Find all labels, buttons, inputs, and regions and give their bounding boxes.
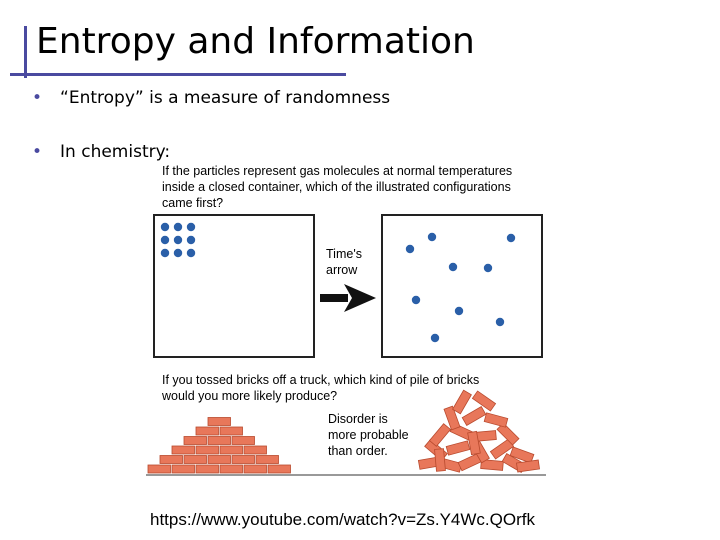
molecule bbox=[187, 249, 195, 257]
brick bbox=[220, 427, 243, 435]
disordered-molecules bbox=[406, 233, 515, 342]
entropy-illustration bbox=[140, 160, 560, 500]
brick bbox=[244, 446, 267, 454]
molecule bbox=[187, 223, 195, 231]
brick bbox=[196, 446, 219, 454]
disordered-container bbox=[382, 215, 542, 357]
bullet-entropy-definition bbox=[32, 88, 390, 108]
molecule bbox=[174, 236, 182, 244]
molecule bbox=[174, 223, 182, 231]
slide-title: Entropy and Information bbox=[36, 21, 475, 62]
brick bbox=[196, 465, 219, 473]
molecule bbox=[507, 234, 515, 242]
brick bbox=[220, 465, 243, 473]
brick bbox=[462, 407, 486, 426]
brick bbox=[196, 427, 219, 435]
brick bbox=[232, 456, 255, 464]
bullet-marker: • bbox=[32, 142, 43, 162]
brick bbox=[244, 465, 267, 473]
brick bbox=[172, 465, 195, 473]
brick bbox=[148, 465, 171, 473]
brick bbox=[453, 390, 472, 414]
molecule bbox=[412, 296, 420, 304]
bullet-text: “Entropy” is a measure of randomness bbox=[60, 88, 391, 108]
title-accent-horizontal-bar bbox=[10, 73, 346, 76]
molecule bbox=[406, 245, 414, 253]
molecule bbox=[187, 236, 195, 244]
brick bbox=[184, 437, 207, 445]
times-arrow-label: Time's arrow bbox=[326, 247, 362, 277]
question2-text: If you tossed bricks off a truck, which kind of pile of bricks would you more likely produce? bbox=[162, 373, 480, 403]
brick bbox=[172, 446, 195, 454]
molecule bbox=[428, 233, 436, 241]
molecule bbox=[431, 334, 439, 342]
molecule bbox=[449, 263, 457, 271]
ordered-molecules bbox=[161, 223, 195, 257]
brick bbox=[220, 446, 243, 454]
ordered-brick-pile bbox=[148, 418, 291, 474]
video-source-link[interactable]: https://www.youtube.com/watch?v=Zs.Y4Wc.QOrfk bbox=[150, 510, 535, 529]
bullet-text: In chemistry: bbox=[60, 142, 171, 162]
brick bbox=[256, 456, 279, 464]
brick bbox=[160, 456, 183, 464]
question1-text: If the particles represent gas molecules at normal temperatures inside a closed container, which of the illustrated configurations came first? bbox=[162, 164, 513, 210]
molecule bbox=[161, 236, 169, 244]
title-accent-vertical-bar bbox=[24, 26, 27, 78]
brick bbox=[208, 437, 231, 445]
brick bbox=[208, 456, 231, 464]
times-arrow-icon bbox=[320, 284, 376, 312]
brick bbox=[435, 449, 446, 472]
molecule bbox=[161, 249, 169, 257]
molecule bbox=[484, 264, 492, 272]
bullet-marker: • bbox=[32, 88, 43, 108]
brick bbox=[184, 456, 207, 464]
bullet-in-chemistry bbox=[32, 142, 170, 162]
brick bbox=[472, 391, 495, 411]
molecule bbox=[174, 249, 182, 257]
brick bbox=[446, 441, 470, 455]
disordered-brick-pile bbox=[418, 390, 539, 472]
molecule bbox=[496, 318, 504, 326]
molecule bbox=[455, 307, 463, 315]
disorder-caption: Disorder is more probable than order. bbox=[328, 412, 409, 458]
brick bbox=[484, 413, 508, 427]
brick bbox=[232, 437, 255, 445]
brick bbox=[429, 424, 450, 447]
brick bbox=[268, 465, 291, 473]
brick bbox=[208, 418, 231, 426]
molecule bbox=[161, 223, 169, 231]
